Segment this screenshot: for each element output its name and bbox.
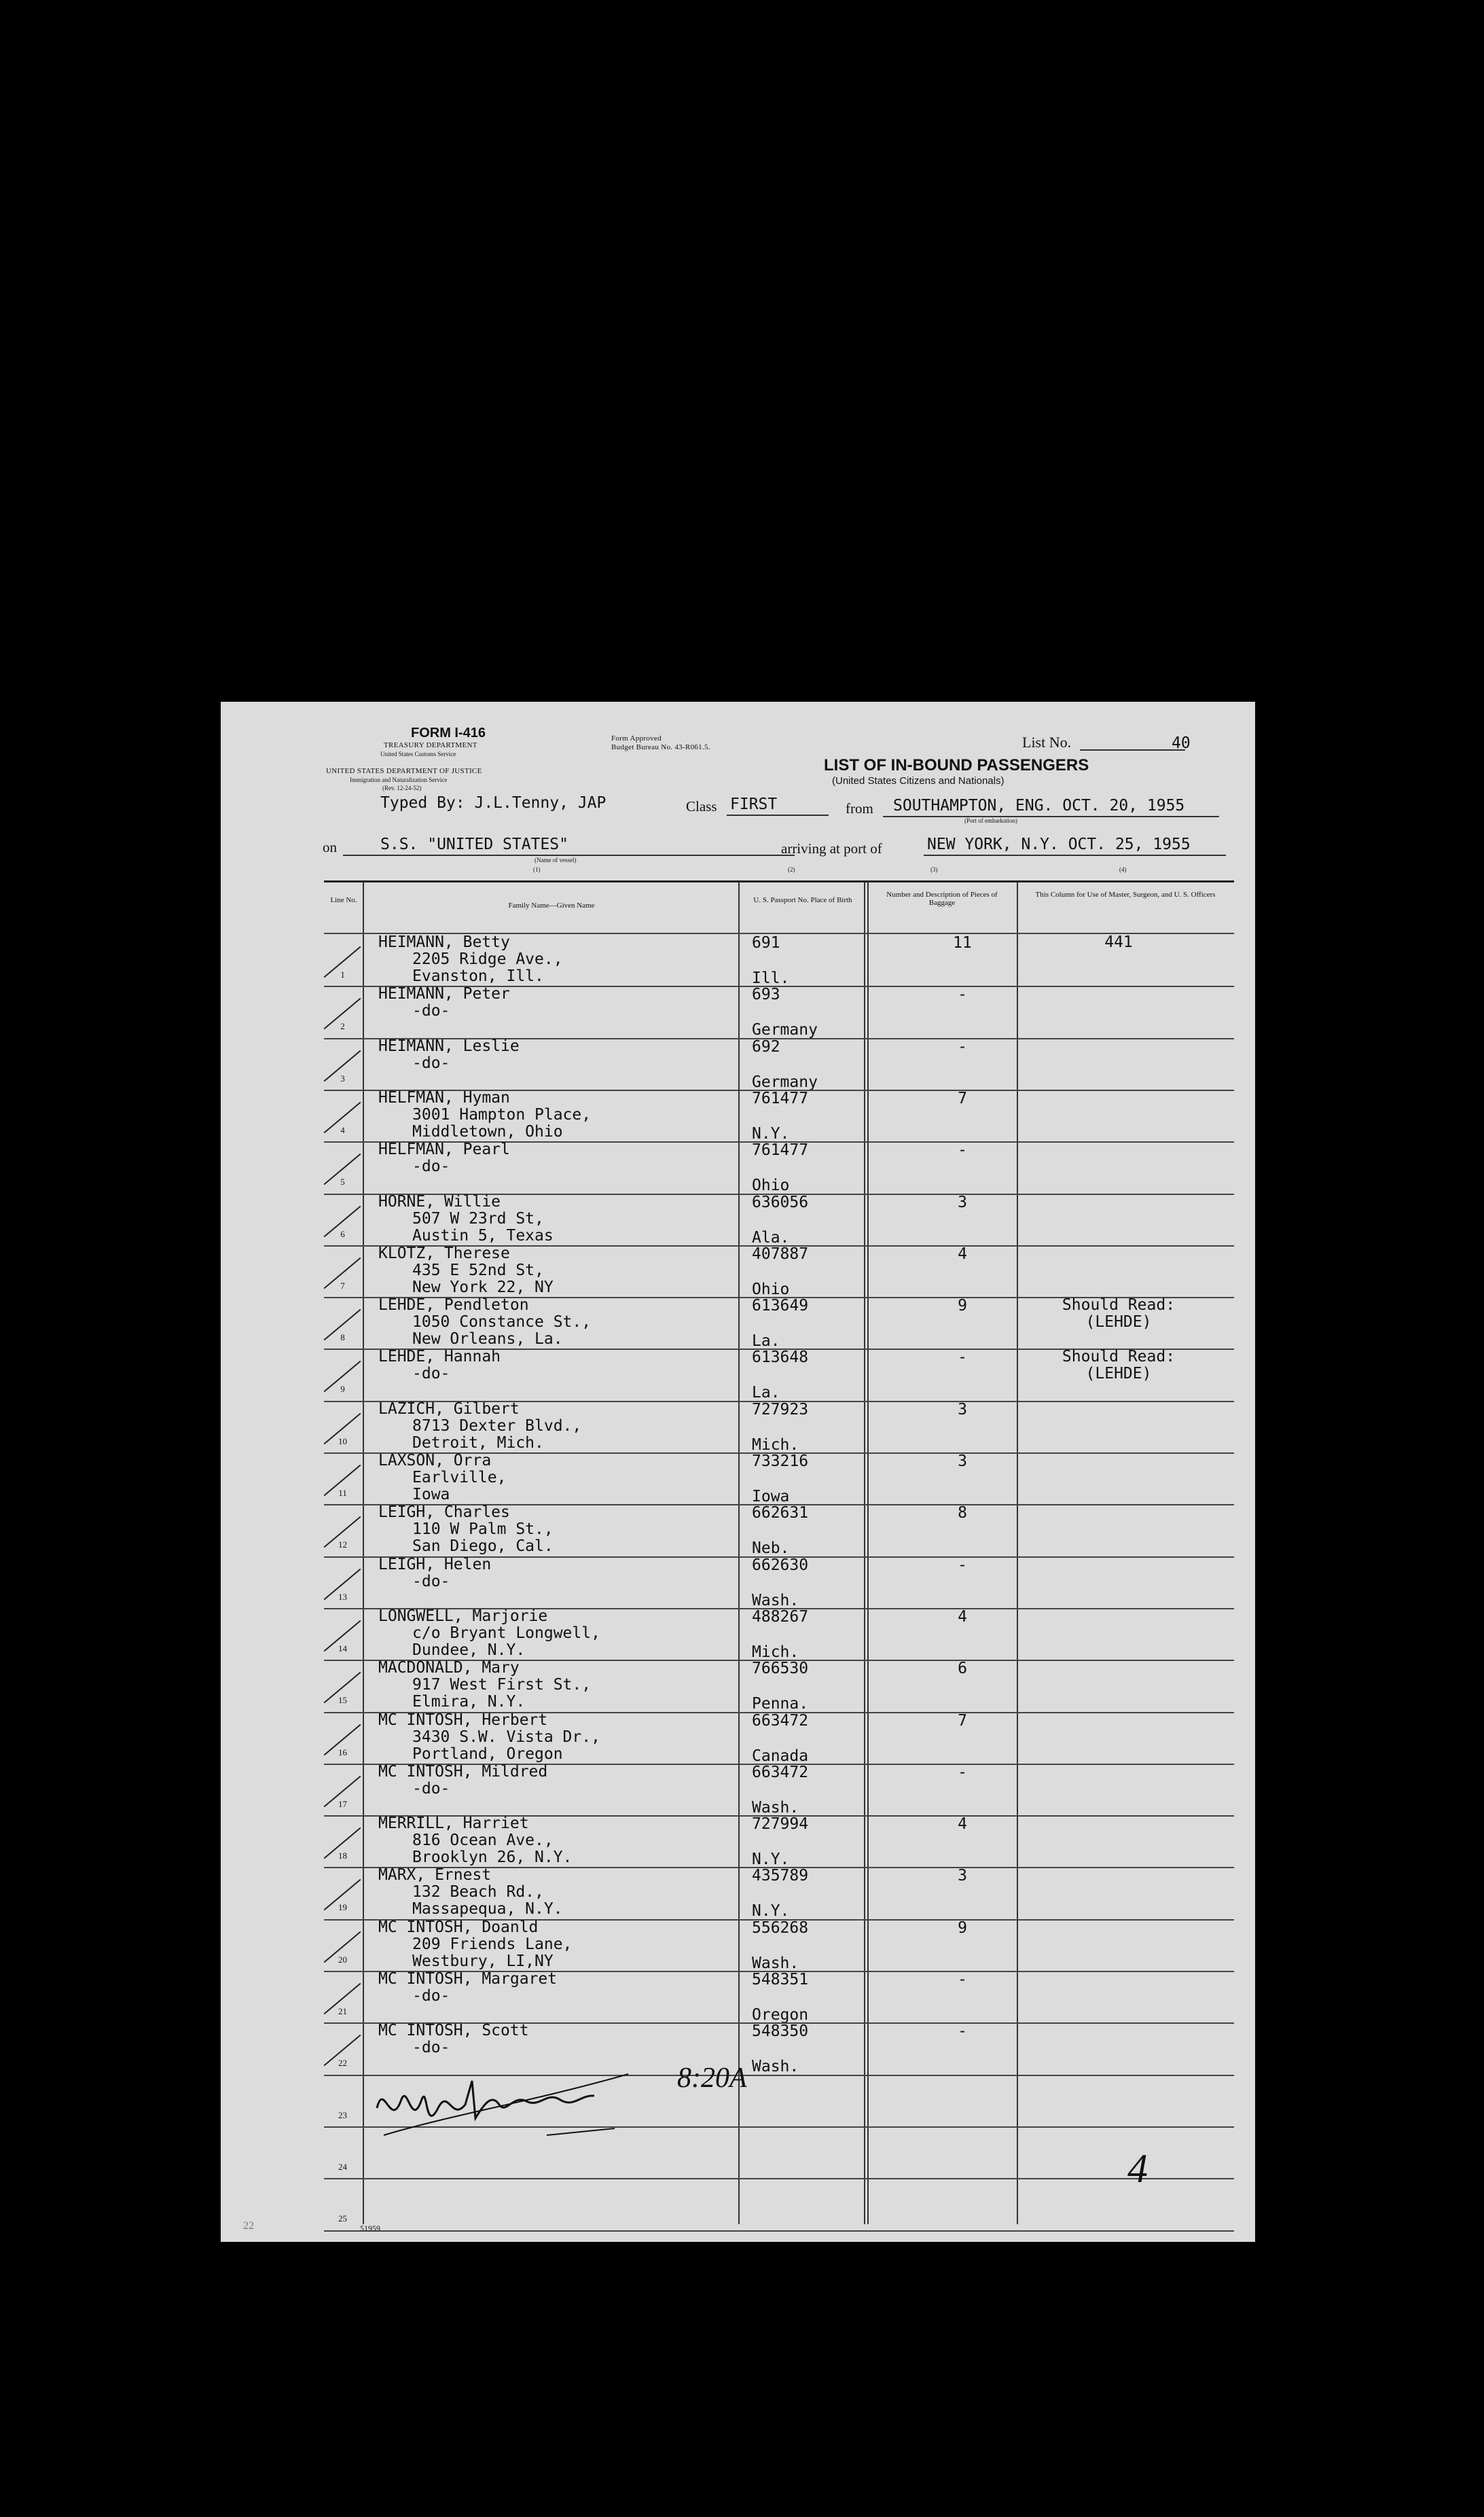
header-baggage: Number and Description of Pieces of Baggage <box>886 891 998 907</box>
passenger-address-2: Portland, Oregon <box>412 1745 563 1763</box>
table-row <box>324 1556 1234 1608</box>
passport-number: 548350 <box>752 2022 809 2041</box>
line-number: 19 <box>338 1902 347 1913</box>
passenger-name: MARX, Ernest <box>378 1866 492 1885</box>
passenger-name: HEIMANN, Peter <box>378 985 510 1003</box>
passenger-address-1: -do- <box>412 1002 450 1020</box>
header-officers: This Column for Use of Master, Surgeon, and U. S. Officers <box>1035 891 1216 899</box>
place-of-birth: La. <box>752 1384 780 1402</box>
passenger-name-cell <box>378 2022 529 2056</box>
passenger-name: LEIGH, Charles <box>378 1503 510 1522</box>
line-number: 21 <box>338 2006 347 2016</box>
justice-dept: UNITED STATES DEPARTMENT OF JUSTICE <box>326 767 482 775</box>
line-number: 7 <box>340 1280 345 1291</box>
line-number: 3 <box>340 1073 345 1084</box>
passenger-name-cell <box>378 1608 600 1659</box>
passport-number: 663472 <box>752 1711 809 1730</box>
passenger-address-2: Detroit, Mich. <box>412 1433 544 1452</box>
passport-number: 733216 <box>752 1452 809 1470</box>
footer-code: 51959 <box>360 2224 380 2233</box>
baggage-count: 11 <box>953 934 972 952</box>
baggage-count: - <box>958 1556 967 1574</box>
officer-remark-line-1: Should Read: <box>1062 1348 1176 1366</box>
baggage-count: 4 <box>958 1607 967 1626</box>
passenger-address-1: 3430 S.W. Vista Dr., <box>412 1728 600 1746</box>
passenger-name-cell <box>378 1090 591 1141</box>
baggage-count: - <box>958 2022 967 2041</box>
table-row <box>324 1660 1234 1711</box>
line-number: 14 <box>338 1643 347 1654</box>
line-number: 6 <box>340 1228 345 1239</box>
table-row <box>324 934 1234 986</box>
header-passport: U. S. Passport No. Place of Birth <box>753 896 852 904</box>
passenger-name-cell <box>378 1141 510 1175</box>
col-num-4: (4) <box>1119 866 1127 873</box>
passport-number: 548351 <box>752 1971 809 1988</box>
officer-remark-line-2: (LEHDE) <box>1085 1365 1152 1383</box>
col-num-1: (1) <box>533 866 541 873</box>
passport-number: 488267 <box>752 1607 809 1626</box>
place-of-birth: Iowa <box>752 1488 790 1505</box>
passport-number: 662631 <box>752 1504 809 1522</box>
table-row <box>324 1141 1234 1193</box>
passenger-name-cell <box>378 1660 591 1711</box>
line-number: 12 <box>338 1539 347 1550</box>
place-of-birth: Ala. <box>752 1228 790 1247</box>
passenger-address-2: Elmira, N.Y. <box>412 1693 526 1711</box>
baggage-count: 3 <box>958 1400 967 1418</box>
passenger-list-sheet <box>221 702 1255 2242</box>
passenger-address-1: 816 Ocean Ave., <box>412 1832 554 1850</box>
passenger-name-cell <box>378 1764 547 1798</box>
passenger-address-2: New York 22, NY <box>412 1278 554 1296</box>
passport-number: 691 <box>752 934 780 952</box>
table-row <box>324 1452 1234 1504</box>
baggage-count: 7 <box>958 1089 967 1107</box>
table-row <box>324 1349 1234 1400</box>
passenger-name-cell <box>378 1504 554 1555</box>
line-number: 8 <box>340 1332 345 1343</box>
vessel-label: (Name of vessel) <box>535 857 577 863</box>
passenger-name-cell <box>378 1297 591 1348</box>
passenger-address-1: -do- <box>412 1054 450 1072</box>
passenger-name-cell <box>378 1245 554 1296</box>
table-row <box>324 1194 1234 1245</box>
class-label: Class <box>686 798 717 815</box>
passenger-name: LEHDE, Pendleton <box>378 1296 529 1315</box>
form-number: FORM I-416 <box>411 726 486 740</box>
passenger-address-1: 917 West First St., <box>412 1676 592 1694</box>
place-of-birth: Wash. <box>752 2058 799 2076</box>
revision-date: (Rev. 12-24-52) <box>382 785 422 791</box>
table-row <box>324 1245 1234 1297</box>
passenger-name-cell <box>378 1971 557 2005</box>
officer-remark <box>1017 1297 1220 1331</box>
header-line-no: Line No. <box>330 896 357 904</box>
passport-number: 663472 <box>752 1763 809 1781</box>
passenger-address-2: New Orleans, La. <box>412 1330 563 1349</box>
place-of-birth: Mich. <box>752 1435 799 1454</box>
passenger-address-2: Dundee, N.Y. <box>412 1641 526 1659</box>
place-of-birth: Oregon <box>752 2006 809 2024</box>
passenger-address-1: 3001 Hampton Place, <box>412 1105 592 1124</box>
table-row <box>324 1919 1234 1971</box>
line-number: 23 <box>338 2109 347 2120</box>
place-of-birth: Germany <box>752 1021 818 1039</box>
line-number: 11 <box>338 1488 347 1498</box>
from-value: SOUTHAMPTON, ENG. OCT. 20, 1955 <box>893 797 1185 815</box>
table-row <box>324 1504 1234 1556</box>
col-num-2: (2) <box>788 866 795 873</box>
passenger-name-cell <box>378 1867 563 1918</box>
officer-remark-line-2: (LEHDE) <box>1085 1313 1152 1332</box>
passenger-address-1: 132 Beach Rd., <box>412 1883 544 1902</box>
list-title: LIST OF IN-BOUND PASSENGERS <box>824 756 1089 774</box>
line-number: 5 <box>340 1177 345 1188</box>
passenger-name: MERRILL, Harriet <box>378 1815 529 1833</box>
vessel-name: S.S. "UNITED STATES" <box>380 836 568 853</box>
passport-number: 727923 <box>752 1400 809 1418</box>
list-no-line <box>1080 749 1185 751</box>
place-of-birth: Germany <box>752 1073 818 1091</box>
arriving-line <box>924 855 1226 856</box>
place-of-birth: N.Y. <box>752 1902 790 1921</box>
passenger-address-2: Iowa <box>412 1486 450 1503</box>
passenger-name: LEHDE, Hannah <box>378 1348 501 1366</box>
list-no-label: List No. <box>1022 734 1072 751</box>
passport-number: 761477 <box>752 1141 809 1160</box>
place-of-birth: Mich. <box>752 1643 799 1661</box>
passenger-name: HEIMANN, Betty <box>378 933 510 951</box>
passenger-address-1: 1050 Constance St., <box>412 1313 592 1332</box>
place-of-birth: Penna. <box>752 1695 809 1713</box>
line-number: 25 <box>338 2213 347 2224</box>
table-row <box>324 1866 1234 1921</box>
handwritten-count: 8:20A <box>677 2063 747 2094</box>
passenger-address-1: -do- <box>412 2039 450 2057</box>
passenger-name: MACDONALD, Mary <box>378 1659 520 1677</box>
place-of-birth: Neb. <box>752 1539 790 1558</box>
place-of-birth: Wash. <box>752 1798 799 1817</box>
passenger-name: HORNE, Willie <box>378 1192 501 1211</box>
line-number: 18 <box>338 1851 347 1861</box>
baggage-count: - <box>958 1037 967 1056</box>
passenger-name: MC INTOSH, Doanld <box>378 1918 539 1936</box>
passenger-name-cell <box>378 1194 554 1245</box>
passenger-address-1: -do- <box>412 1987 450 2005</box>
baggage-count: 8 <box>958 1504 967 1522</box>
on-label: on <box>323 839 337 855</box>
table-row <box>324 1401 1234 1452</box>
table-row <box>324 2178 1234 2230</box>
officer-remark-line-1: 441 <box>1104 933 1133 951</box>
line-number: 22 <box>338 2058 347 2069</box>
table-row <box>324 1764 1234 1815</box>
passenger-name-cell <box>378 1712 600 1763</box>
baggage-count: 9 <box>958 1297 967 1315</box>
passenger-name: HELFMAN, Pearl <box>378 1141 510 1159</box>
baggage-count: - <box>958 1763 967 1781</box>
passenger-address-1: -do- <box>412 1779 450 1798</box>
passenger-name-cell <box>378 934 563 985</box>
place-of-birth: N.Y. <box>752 1851 790 1869</box>
passenger-address-1: 435 E 52nd St, <box>412 1261 544 1279</box>
passenger-address-2: San Diego, Cal. <box>412 1537 554 1556</box>
passport-number: 556268 <box>752 1918 809 1937</box>
col-num-3: (3) <box>930 866 938 873</box>
passport-number: 613648 <box>752 1349 809 1367</box>
passenger-name: LEIGH, Helen <box>378 1555 492 1573</box>
passenger-name: LONGWELL, Marjorie <box>378 1607 548 1625</box>
handwritten-page-mark: 4 <box>1127 2146 1148 2191</box>
officer-remark <box>1017 1349 1220 1382</box>
passport-number: 693 <box>752 986 780 1004</box>
passenger-name-cell <box>378 1349 501 1382</box>
place-of-birth: N.Y. <box>752 1124 790 1143</box>
place-of-birth: Ill. <box>752 969 790 987</box>
passenger-name: MC INTOSH, Mildred <box>378 1762 548 1781</box>
baggage-count: - <box>958 1971 967 1988</box>
line-number: 24 <box>338 2161 347 2172</box>
passport-number: 662630 <box>752 1556 809 1574</box>
passenger-name: HELFMAN, Hyman <box>378 1088 510 1107</box>
table-row <box>324 1971 1234 2022</box>
ins-service: Immigration and Naturalization Service <box>350 776 448 783</box>
passenger-name-cell <box>378 1401 581 1452</box>
table-row <box>324 1712 1234 1764</box>
baggage-count: 3 <box>958 1193 967 1211</box>
passenger-address-2: Brooklyn 26, N.Y. <box>412 1849 573 1867</box>
passenger-name: LAXSON, Orra <box>378 1452 492 1469</box>
place-of-birth: Ohio <box>752 1280 790 1298</box>
baggage-count: 9 <box>958 1918 967 1937</box>
table-row <box>324 986 1234 1037</box>
passenger-name-cell <box>378 1452 506 1503</box>
port-embark-label: (Port of embarkation) <box>964 817 1017 824</box>
table-row <box>324 1297 1234 1349</box>
passenger-address-1: c/o Bryant Longwell, <box>412 1624 600 1642</box>
from-label: from <box>846 800 873 817</box>
passenger-name-cell <box>378 1038 520 1072</box>
budget-bureau: Budget Bureau No. 43-R061.5. <box>611 743 710 751</box>
baggage-count: 3 <box>958 1452 967 1470</box>
row-rule <box>324 2230 1234 2232</box>
passenger-address-2: Massapequa, N.Y. <box>412 1900 563 1918</box>
officer-remark-line-1: Should Read: <box>1062 1296 1176 1315</box>
passport-number: 613649 <box>752 1297 809 1315</box>
passport-number: 407887 <box>752 1245 809 1263</box>
customs-service: United States Customs Service <box>380 751 456 757</box>
handwritten-signature <box>370 2054 655 2149</box>
table-row <box>324 1608 1234 1660</box>
class-line <box>727 815 829 816</box>
passenger-name: MC INTOSH, Margaret <box>378 1970 558 1988</box>
baggage-count: 3 <box>958 1867 967 1885</box>
arriving-value: NEW YORK, N.Y. OCT. 25, 1955 <box>927 836 1191 853</box>
vessel-line <box>343 855 795 856</box>
table-row <box>324 1038 1234 1090</box>
line-number: 17 <box>338 1798 347 1809</box>
passenger-name: MC INTOSH, Scott <box>378 2022 529 2040</box>
passenger-name-cell <box>378 1815 572 1866</box>
baggage-count: - <box>958 1141 967 1160</box>
baggage-count: 6 <box>958 1660 967 1678</box>
baggage-count: - <box>958 1349 967 1367</box>
passport-number: 727994 <box>752 1815 809 1834</box>
passenger-name-cell <box>378 1556 491 1590</box>
passenger-table <box>324 880 1234 2224</box>
passenger-address-2: Middletown, Ohio <box>412 1122 563 1141</box>
passenger-address-1: 507 W 23rd St, <box>412 1209 544 1228</box>
passport-number: 766530 <box>752 1660 809 1678</box>
passenger-name: MC INTOSH, Herbert <box>378 1711 548 1729</box>
passport-number: 435789 <box>752 1867 809 1885</box>
passenger-address-1: 2205 Ridge Ave., <box>412 950 563 968</box>
passenger-address-2: Austin 5, Texas <box>412 1226 554 1245</box>
line-number: 1 <box>340 969 345 980</box>
passenger-address-1: 110 W Palm St., <box>412 1520 554 1539</box>
place-of-birth: Wash. <box>752 1954 799 1972</box>
class-value: FIRST <box>730 796 778 813</box>
passenger-address-2: Westbury, LI,NY <box>412 1952 554 1970</box>
line-number: 2 <box>340 1021 345 1032</box>
passenger-address-1: -do- <box>412 1365 450 1383</box>
baggage-count: 4 <box>958 1245 967 1263</box>
table-row <box>324 1090 1234 1141</box>
place-of-birth: Wash. <box>752 1591 799 1609</box>
passenger-address-1: 8713 Dexter Blvd., <box>412 1416 582 1435</box>
line-number: 13 <box>338 1591 347 1602</box>
passport-number: 761477 <box>752 1089 809 1107</box>
typed-by: Typed By: J.L.Tenny, JAP <box>380 794 607 812</box>
list-no-value: 40 <box>1172 734 1191 752</box>
treasury-dept: TREASURY DEPARTMENT <box>384 741 477 749</box>
line-number: 15 <box>338 1695 347 1706</box>
line-number: 9 <box>340 1384 345 1395</box>
header-name: Family Name—Given Name <box>508 902 595 910</box>
passenger-name: KLOTZ, Therese <box>378 1244 510 1262</box>
list-subtitle: (United States Citizens and Nationals) <box>832 775 1005 787</box>
passenger-name: LAZICH, Gilbert <box>378 1399 520 1418</box>
officer-remark <box>1017 934 1220 951</box>
passenger-address-1: 209 Friends Lane, <box>412 1935 573 1953</box>
baggage-count: 7 <box>958 1711 967 1730</box>
passport-number: 692 <box>752 1037 780 1056</box>
baggage-count: - <box>958 986 967 1004</box>
from-line <box>883 816 1219 817</box>
place-of-birth: Ohio <box>752 1177 790 1195</box>
passenger-name-cell <box>378 1919 572 1970</box>
arriving-label: arriving at port of <box>781 840 882 857</box>
passenger-address-1: Earlville, <box>412 1469 507 1486</box>
line-number: 10 <box>338 1435 347 1446</box>
baggage-count: 4 <box>958 1815 967 1834</box>
passenger-address-1: -do- <box>412 1572 450 1590</box>
line-number: 20 <box>338 1954 347 1965</box>
table-row <box>324 1815 1234 1867</box>
place-of-birth: La. <box>752 1332 780 1351</box>
passenger-address-1: -do- <box>412 1158 450 1176</box>
line-number: 4 <box>340 1124 345 1135</box>
margin-note: 22 <box>243 2220 254 2232</box>
form-approved: Form Approved <box>611 734 662 743</box>
passenger-name: HEIMANN, Leslie <box>378 1037 520 1055</box>
passenger-name-cell <box>378 986 510 1020</box>
line-number: 16 <box>338 1747 347 1757</box>
passport-number: 636056 <box>752 1193 809 1211</box>
place-of-birth: Canada <box>752 1747 809 1765</box>
passenger-address-2: Evanston, Ill. <box>412 967 544 985</box>
